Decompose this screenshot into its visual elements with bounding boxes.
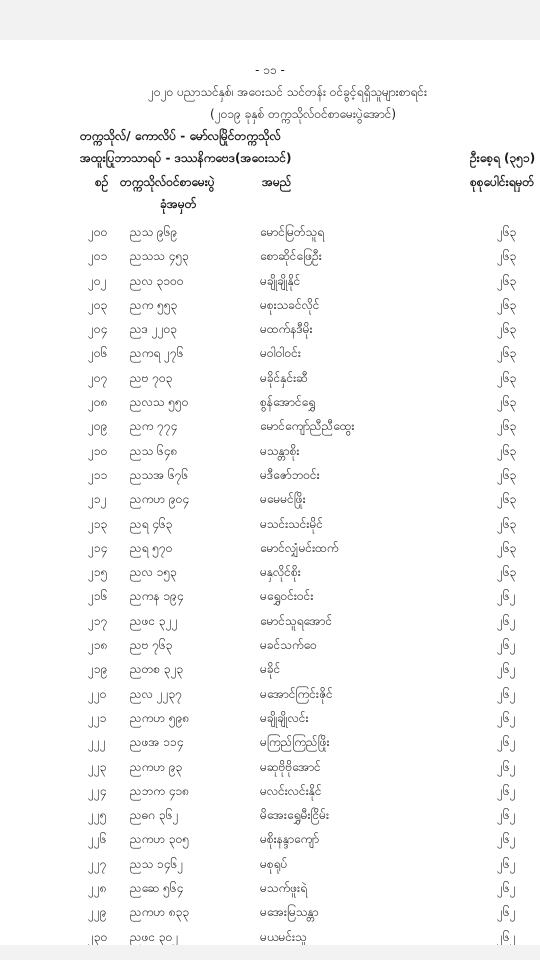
student-name: မထက်နဒီမိုး xyxy=(260,322,313,337)
table-row xyxy=(0,536,540,560)
total-marks: ၂၆၃ xyxy=(497,492,517,507)
roll-number: ညဗ ၇၀၃ xyxy=(130,370,173,385)
table-row xyxy=(0,609,540,633)
row-number: ၂၀၇ xyxy=(88,370,108,385)
roll-number: ညဆေ ၅၆၄ xyxy=(130,881,184,896)
student-name: မောင်လျှံမင်းထက် xyxy=(260,540,339,555)
roll-number: ညဓဂ ၃၆၂ xyxy=(130,808,179,823)
row-number: ၂၀၁ xyxy=(88,249,108,264)
row-number: ၂၁၄ xyxy=(88,540,108,555)
total-marks: ၂၆၃ xyxy=(497,370,517,385)
student-name: မောင်သူရအောင် xyxy=(260,613,333,628)
student-name: မောင်မြတ်သူရ xyxy=(260,225,325,239)
row-number: ၂၂၁ xyxy=(88,710,107,725)
row-number: ၂၂၄ xyxy=(88,783,107,798)
total-marks: ၂၆၃ xyxy=(497,225,517,239)
row-number: ၂၂၅ xyxy=(88,808,107,823)
document-title: ၂၀၂၀ ပညာသင်နှစ်၊ အဝေးသင် သင်တန်း ဝင်ခွင့်ရရှိသူများစာရင်း xyxy=(148,85,427,99)
roll-number: ညတစ ၃၂၃ xyxy=(130,662,184,677)
roll-number: ညသ ၁၄၆၂ xyxy=(130,856,184,871)
total-marks: ၂၆၂ xyxy=(497,905,516,920)
total-marks: ၂၆၃ xyxy=(497,516,517,531)
row-number: ၂၀၃ xyxy=(88,297,108,312)
student-name: မချိုချိုလင်း xyxy=(260,710,309,725)
student-name: မသင်းသင်းမိုင် xyxy=(260,516,323,531)
table-row xyxy=(0,730,540,754)
student-name: မနှလိုင်စိုး xyxy=(260,565,301,580)
table-row xyxy=(0,584,540,608)
table-row xyxy=(0,463,540,487)
student-name: မယမင်းသူ xyxy=(260,929,307,944)
total-marks: ၂၆၃ xyxy=(497,322,517,337)
total-marks: ၂၆၂ xyxy=(497,662,516,677)
table-row xyxy=(0,487,540,511)
student-name: မခင်သက်ဝေ xyxy=(260,638,317,653)
column-header-roll xyxy=(120,174,215,214)
row-number: ၂၁၆ xyxy=(88,589,108,604)
roll-number: ညဒ ၂၂၀၃ xyxy=(130,322,177,337)
table-row xyxy=(0,706,540,730)
total-marks: ၂၆၂ xyxy=(497,589,516,604)
row-number: ၂၂၈ xyxy=(88,881,107,896)
table-row xyxy=(0,657,540,681)
student-name: မရွှေဝင်းဝင်း xyxy=(260,589,314,604)
table-row xyxy=(0,779,540,803)
roll-number: ညက ၅၅၃ xyxy=(130,297,178,312)
row-number: ၂၀၆ xyxy=(88,346,108,361)
table-row xyxy=(0,803,540,827)
total-marks: ၂၆၂ xyxy=(497,759,516,774)
student-name: မမေမင်ဖြိုး xyxy=(260,492,306,507)
total-marks: ၂၆၂ xyxy=(497,783,516,798)
subject-line: အထူးပြုဘာသာရပ် - ဒဿနိကဗေဒ(အဝေးသင်) xyxy=(80,151,292,165)
table-row xyxy=(0,682,540,706)
roll-number: ညသ ၉၆၉ xyxy=(130,225,178,239)
student-name: မအေးမြသန္တာ xyxy=(260,905,319,920)
table-row xyxy=(0,269,540,293)
table-row xyxy=(0,244,540,268)
table-row xyxy=(0,560,540,584)
row-number: ၂၂၉ xyxy=(88,905,107,920)
roll-number: ညသသ ၄၅၃ xyxy=(130,249,189,264)
column-header-name: အမည် xyxy=(262,175,292,189)
row-number: ၂၁၈ xyxy=(88,638,108,653)
student-name: မဆုဗိုဗိုအောင် xyxy=(260,759,321,774)
student-name: မကြည်ကြည်ဖြိုး xyxy=(260,735,330,750)
total-marks: ၂၆၃ xyxy=(497,467,517,482)
row-number: ၂၁၅ xyxy=(88,565,108,580)
student-name: မခိုင် xyxy=(260,662,281,677)
total-marks: ၂၆၃ xyxy=(497,540,517,555)
roll-number: ညဖင ၃၂၂ xyxy=(130,613,178,628)
table-row xyxy=(0,293,540,317)
total-marks: ၂၆၃ xyxy=(497,565,517,580)
student-name: မစုရုပ် xyxy=(260,856,288,871)
table-row xyxy=(0,512,540,536)
student-name: မိအေးရွှေမီးငြိမ်း xyxy=(260,808,330,823)
table-row xyxy=(0,900,540,924)
row-number: ၂၀၈ xyxy=(88,395,108,410)
row-number: ၂၀၉ xyxy=(88,419,108,434)
table-row xyxy=(0,755,540,779)
total-marks: ၂၆၃ xyxy=(497,249,517,264)
total-marks: ၂၆၃ xyxy=(497,273,517,288)
row-number: ၂၀၄ xyxy=(88,322,108,337)
student-name: မလင်းလင်းနိုင် xyxy=(260,783,322,798)
column-header-roll-line2: ခုံအမှတ် xyxy=(160,197,197,211)
roll-number: ညရ ၄၆၃ xyxy=(130,516,173,531)
row-number: ၂၁၁ xyxy=(88,467,108,482)
student-name: မစုးသခင်လိုင် xyxy=(260,297,320,312)
roll-number: ညကဟ ၉၃ xyxy=(130,759,183,774)
row-number: ၂၂၃ xyxy=(88,759,107,774)
marks-header-right: ဦးစေ့ရ (၃၅၁) xyxy=(470,151,536,165)
total-marks: ၂၆၂ xyxy=(497,686,516,701)
row-number: ၂၂၆ xyxy=(88,832,107,847)
university-line: တက္ကသိုလ်/ ကောလိပ် - မော်လမြိုင်တက္ကသိုလ် xyxy=(80,129,281,143)
student-name: မဒီဇော်ဘဝင်း xyxy=(260,467,320,482)
table-row xyxy=(0,341,540,365)
table-row xyxy=(0,925,540,945)
roll-number: ညကန ၁၉၄ xyxy=(130,589,184,604)
student-name: မသက်ဖူးရဲ xyxy=(260,881,307,896)
row-number: ၂၀၂ xyxy=(88,273,107,288)
roll-number: ညကရ ၂၇၆ xyxy=(130,346,184,361)
roll-number: ညလသ ၅၅၀ xyxy=(130,395,189,410)
table-row xyxy=(0,633,540,657)
roll-number: ညဘက ၄၁၈ xyxy=(130,783,190,798)
table-row xyxy=(0,390,540,414)
roll-number: ညဖအ ၁၁၄ xyxy=(130,735,184,750)
row-number: ၂၁၂ xyxy=(88,492,107,507)
column-header-no: စဉ် xyxy=(95,175,109,189)
total-marks: ၂၆၂ xyxy=(497,613,516,628)
roll-number: ညလ ၂၂၃၇ xyxy=(130,686,182,701)
roll-number: ညသအ ၆၇၆ xyxy=(130,467,189,482)
row-number: ၂၃၀ xyxy=(88,929,108,944)
row-number: ၂၁၀ xyxy=(88,443,108,458)
total-marks: ၂၆၂ xyxy=(497,735,516,750)
row-number: ၂၂၇ xyxy=(88,856,107,871)
total-marks: ၂၆၂ xyxy=(497,881,516,896)
table-row xyxy=(0,827,540,851)
total-marks: ၂၆၂ xyxy=(497,638,516,653)
roll-number: ညရ ၅၇၀ xyxy=(130,540,173,555)
column-header-marks: စုစုပေါင်းရမှတ် xyxy=(470,175,535,189)
total-marks: ၂၆၃ xyxy=(497,346,517,361)
total-marks: ၂၆၃ xyxy=(497,419,517,434)
student-name: မောင်ကျော်ညီညီထွေး xyxy=(260,419,355,434)
row-number: ၂၁၉ xyxy=(88,662,108,677)
roll-number: ညကဟ ၅၉၈ xyxy=(130,710,190,725)
row-number: ၂၂၀ xyxy=(88,686,107,701)
total-marks: ၂၆၂ xyxy=(497,929,516,944)
page-number: - ၁၁ - xyxy=(255,63,285,77)
table-row xyxy=(0,439,540,463)
row-number: ၂၁၇ xyxy=(88,613,108,628)
total-marks: ၂၆၂ xyxy=(497,710,516,725)
student-name: မချိုချိုနိုင် xyxy=(260,273,301,288)
student-name: စွန်အောင်ရွှေ xyxy=(260,395,316,410)
roll-number: ညလ ၁၅၃ xyxy=(130,565,177,580)
roll-number: ညက ၇၇၄ xyxy=(130,419,178,434)
table-row xyxy=(0,317,540,341)
table-row xyxy=(0,876,540,900)
table-row xyxy=(0,414,540,438)
total-marks: ၂၆၃ xyxy=(497,395,517,410)
student-name: မဝါဝါဝင်း xyxy=(260,346,301,361)
roll-number: ညကဟ ၉၀၄ xyxy=(130,492,190,507)
document-page xyxy=(0,40,540,945)
table-row xyxy=(0,220,540,244)
roll-number: ညဗ ၇၆၃ xyxy=(130,638,173,653)
roll-number: ညကဟ ၈၃၃ xyxy=(130,905,190,920)
row-number: ၂၁၃ xyxy=(88,516,108,531)
roll-number: ညဖင ၃၀၂ xyxy=(130,929,179,944)
student-name: မခိုင်နှင်းဆီ xyxy=(260,370,308,385)
roll-number: ညသ ၆၄၈ xyxy=(130,443,178,458)
column-header-roll-line1: တက္ကသိုလ်ဝင်စာမေးပွဲ xyxy=(120,175,215,189)
table-row xyxy=(0,366,540,390)
row-number: ၂၂၂ xyxy=(88,735,106,750)
roll-number: ညလ ၃၁၀၀ xyxy=(130,273,184,288)
total-marks: ၂၆၃ xyxy=(497,297,517,312)
table-row xyxy=(0,852,540,876)
total-marks: ၂၆၂ xyxy=(497,832,516,847)
student-name: မအောင်ကြင်းဇိုင် xyxy=(260,686,333,701)
total-marks: ၂၆၂ xyxy=(497,808,516,823)
student-name: စောဆိုင်ဖြေဦး xyxy=(260,249,322,264)
student-name: မသန္တာစိုး xyxy=(260,443,300,458)
total-marks: ၂၆၃ xyxy=(497,443,517,458)
roll-number: ညကဟ ၃၀၅ xyxy=(130,832,190,847)
document-subtitle: (၂၀၁၉ ခုနှစ် တက္ကသိုလ်ဝင်စာမေးပွဲအောင်) xyxy=(210,107,397,121)
student-name: မစိုးနန္ဒာကျော် xyxy=(260,832,320,847)
total-marks: ၂၆၂ xyxy=(497,856,516,871)
row-number: ၂၀၀ xyxy=(88,225,108,239)
results-table xyxy=(0,220,540,945)
